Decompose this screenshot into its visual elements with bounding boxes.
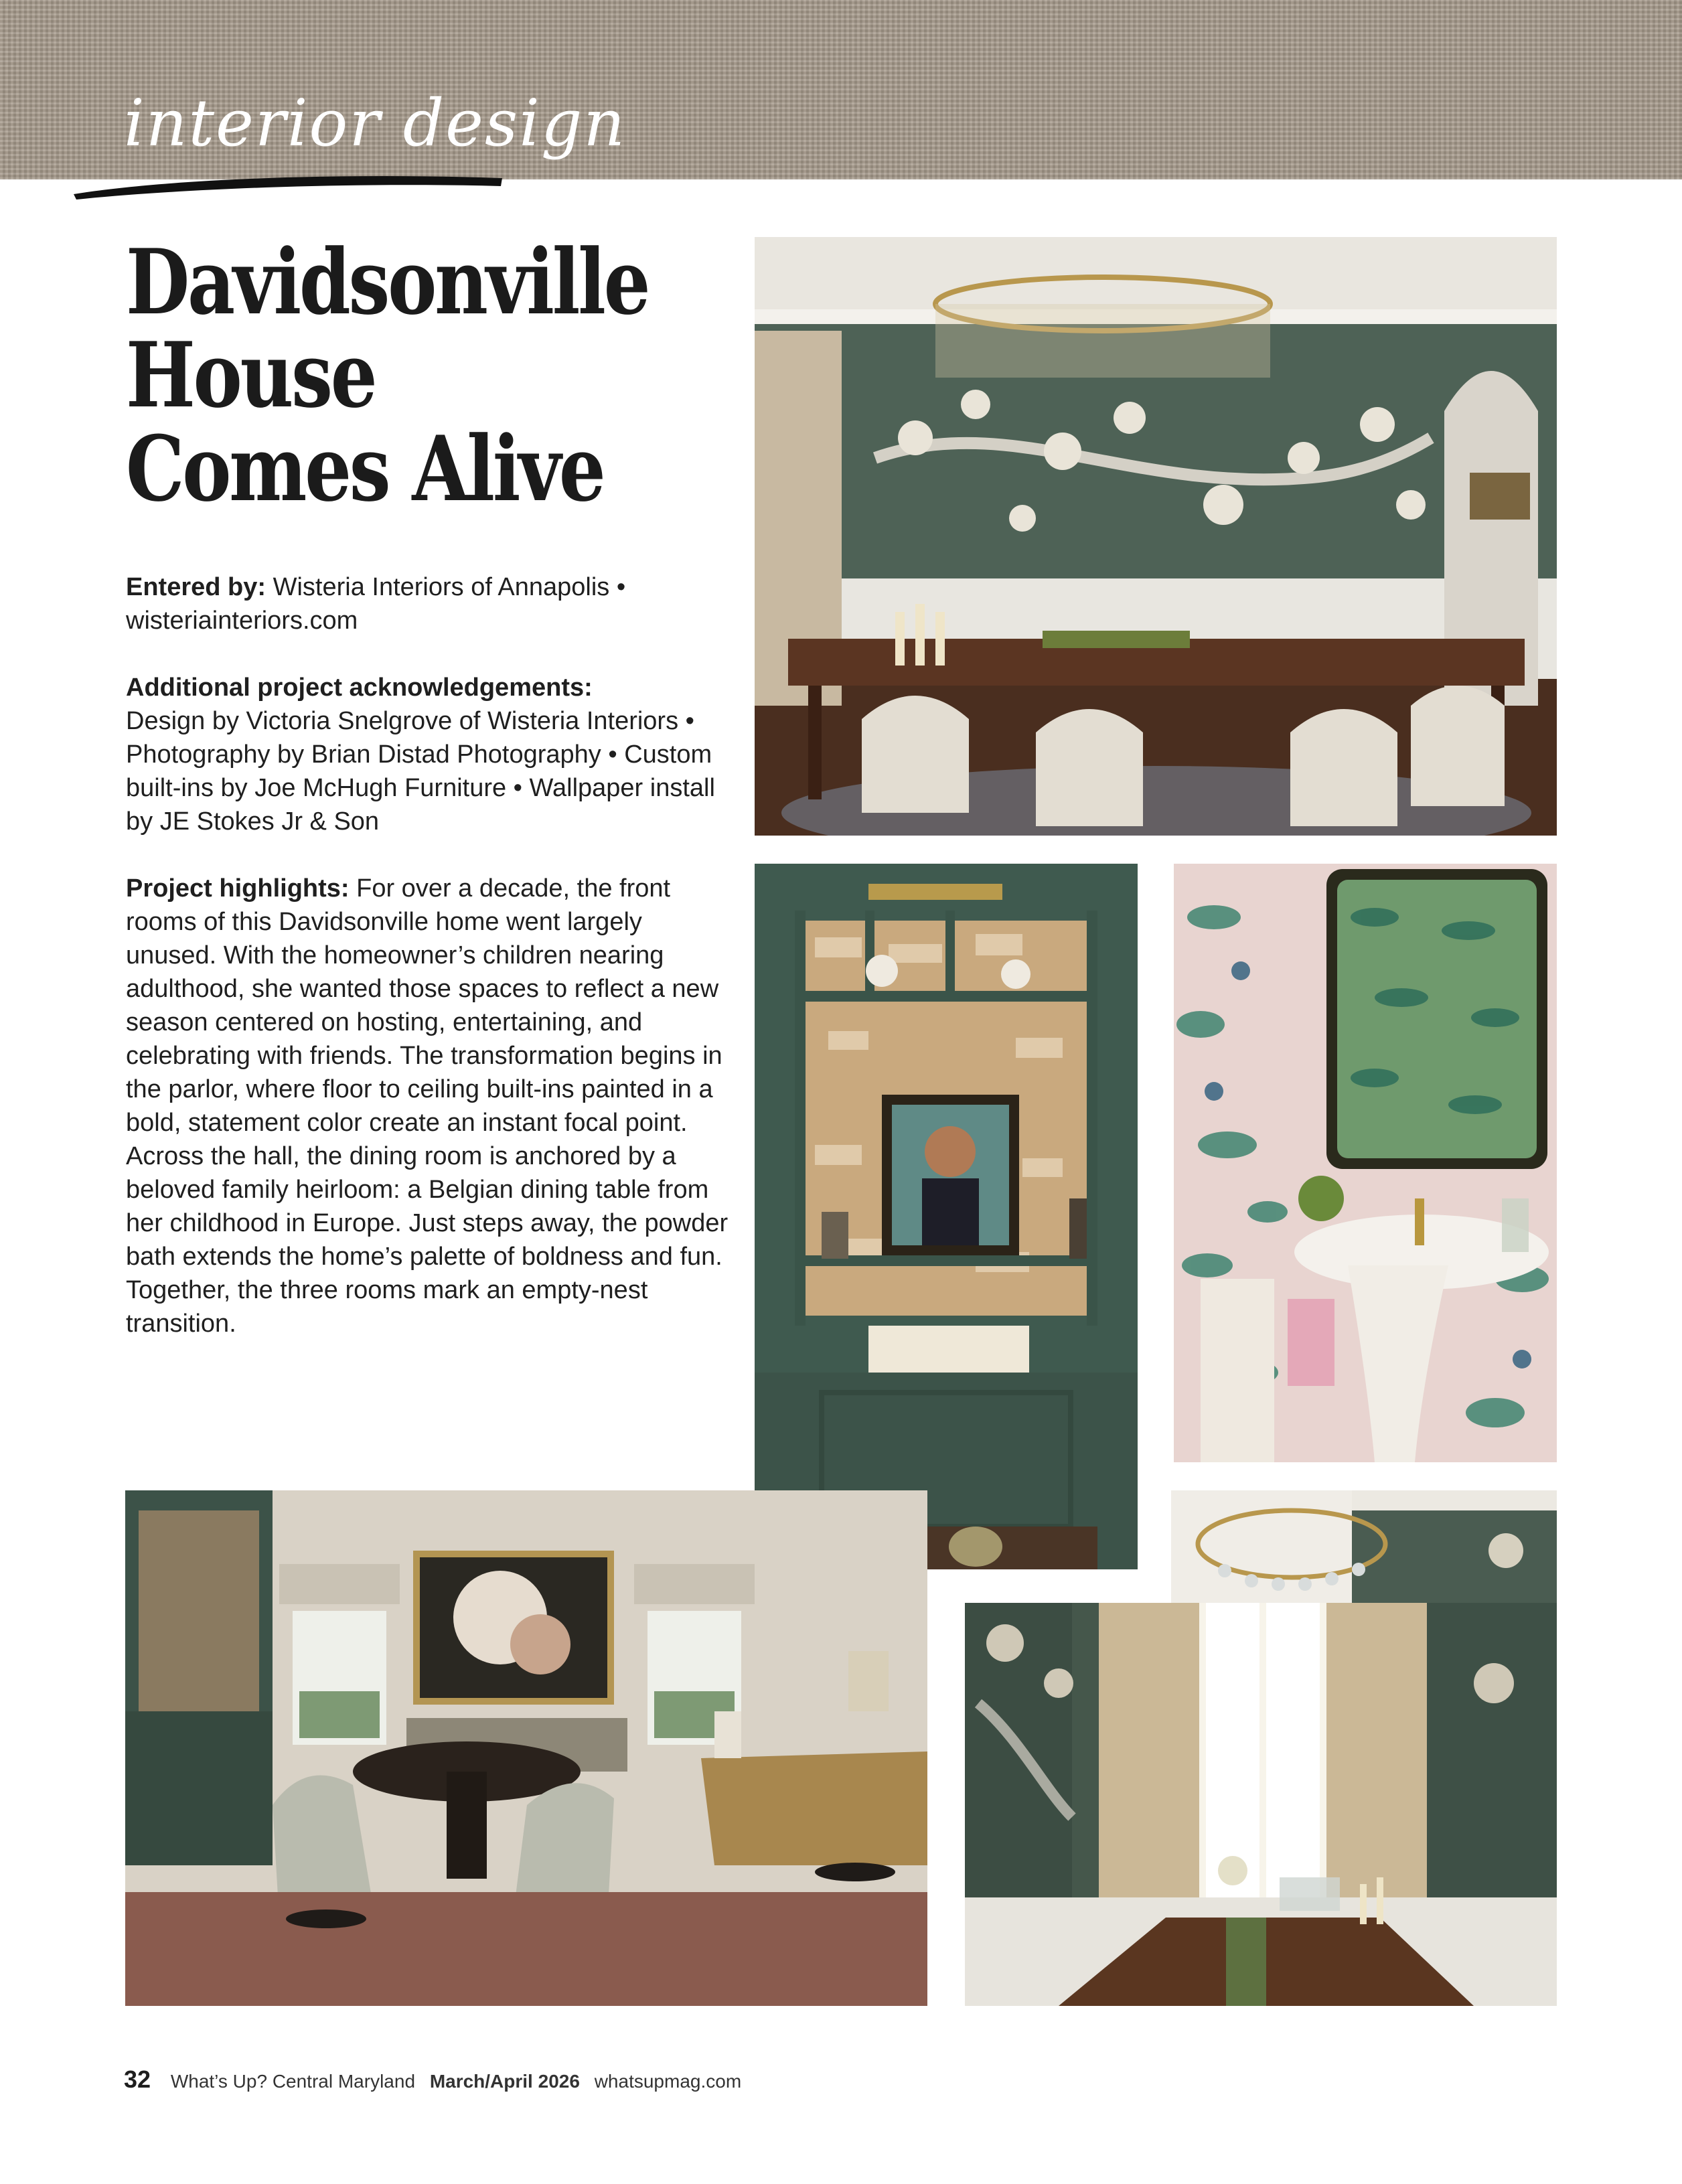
parlor-built-ins-photo [755, 864, 1138, 1569]
magazine-name: What’s Up? Central Maryland [170, 2071, 416, 2092]
highlights-label: Project highlights: [126, 874, 350, 903]
dining-room-photo [755, 237, 1557, 836]
website-link[interactable]: whatsupmag.com [594, 2071, 742, 2092]
acknowledgements-text: Design by Victoria Snelgrove of Wisteria Interiors • Photography by Brian Distad Photography • Custom built-ins by Joe McHugh Furniture • Wallpaper install by JE Stokes Jr & Son [126, 707, 715, 836]
acknowledgements-label: Additional project acknowledgements: [126, 674, 593, 702]
dining-room-window-photo [965, 1603, 1557, 2006]
entered-by-text: Wisteria Interiors of Annapolis • wisteriainteriors.com [126, 573, 626, 635]
page-footer [124, 2065, 741, 2094]
page-number: 32 [124, 2065, 151, 2093]
entered-by-paragraph [126, 570, 729, 637]
article-body [126, 570, 729, 1374]
section-label: interior design [124, 86, 627, 161]
article-title: Davidsonville House Comes Alive [126, 229, 649, 522]
parlor-seating-photo [125, 1490, 927, 2006]
section-underline-swoosh [67, 169, 509, 202]
issue-date: March/April 2026 [429, 2071, 580, 2092]
chandelier-crop [1171, 1490, 1557, 1603]
powder-bath-photo [1174, 864, 1557, 1462]
highlights-paragraph [126, 872, 729, 1340]
highlights-text: For over a decade, the front rooms of this Davidsonville home went largely unused. With the homeowner’s children nearing adulthood, she wanted those spaces to reflect a new season centered on hosting, entertaining, and celebrating with friends. The transformation begins in the parlor, where floor to ceiling built-ins painted in a bold, statement color create an instant focal point. Across the hall, the dining room is anchored by a beloved family heirloom: a Belgian dining table from her childhood in Europe. Just steps away, the powder bath extends the home’s palette of boldness and fun. Together, the three rooms mark an empty-nest transition. [126, 874, 729, 1338]
entered-by-label: Entered by: [126, 573, 266, 601]
acknowledgements-paragraph [126, 671, 729, 838]
